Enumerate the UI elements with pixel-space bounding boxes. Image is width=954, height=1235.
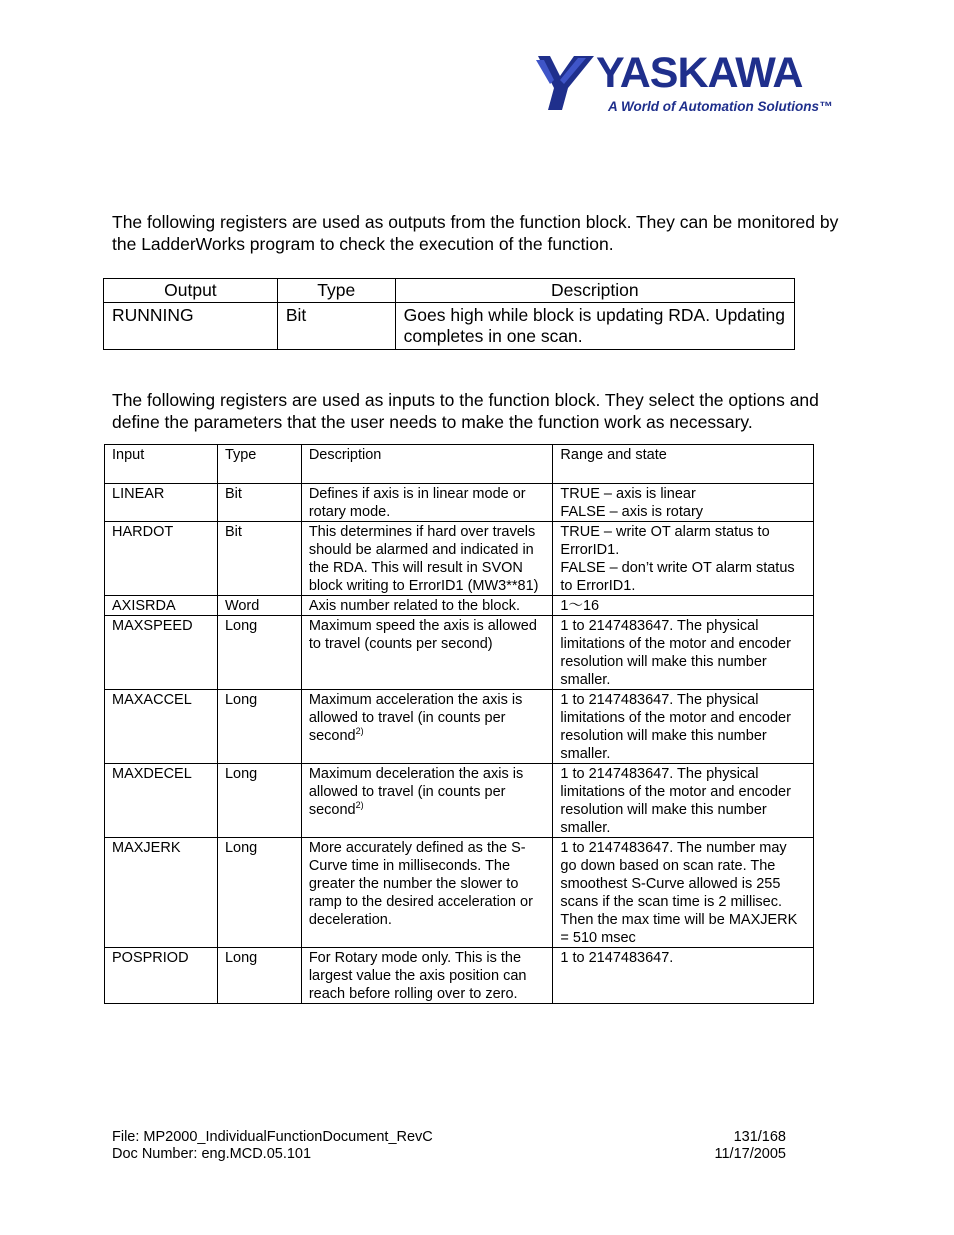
input-type-cell: Bit [217,522,301,596]
input-type-cell: Long [217,764,301,838]
range-line: 1 to 2147483647. [560,950,674,966]
input-description-cell: Defines if axis is in linear mode or rotary mode. [301,484,553,522]
input-name-cell: MAXACCEL [105,690,218,764]
range-line: TRUE – axis is linear [560,486,696,502]
footer-row [112,1129,786,1146]
table-row [105,596,814,616]
footer-date: 11/17/2005 [714,1146,786,1162]
output-type-cell: Bit [277,302,395,349]
page-footer [112,1129,786,1163]
input-range-cell [553,948,814,1004]
table-row [105,690,814,764]
input-name-cell: AXISRDA [105,596,218,616]
outputs-intro-paragraph: The following registers are used as outputs from the function block. They can be monitored by the LadderWorks program to check the execution of the function. [112,212,839,254]
range-line: FALSE – don’t write OT alarm status to ErrorID1. [560,560,795,594]
superscript: 2) [355,800,364,811]
range-line: 1 to 2147483647. The physical limitations of the motor and encoder resolution will make this number smaller. [560,766,791,836]
input-range-cell [553,616,814,690]
input-description-cell: More accurately defined as the S-Curve time in milliseconds. The greater the number the slower to ramp to the desired acceleration or deceleration. [301,838,553,948]
input-name-cell: MAXJERK [105,838,218,948]
input-type-cell: Word [217,596,301,616]
header-cell: Description [395,279,794,303]
input-type-cell: Long [217,690,301,764]
inputs-intro-paragraph: The following registers are used as inputs to the function block. They select the options and define the parameters that the user needs to make the function work as necessary. [112,390,819,432]
header-cell: Output [104,279,278,303]
outputs-table-header [104,279,795,303]
input-description-cell: This determines if hard over travels should be alarmed and indicated in the RDA. This will result in SVON block writing to ErrorID1 (MW3**81) [301,522,553,596]
input-type-cell: Long [217,948,301,1004]
range-line: 1 to 2147483647. The number may go down based on scan rate. The smoothest S-Curve allowed is 255 scans if the scan time is 2 millisec. Then the max time will be MAXJERK = 510 msec [560,840,798,946]
inputs-table-header [105,445,814,484]
input-description-cell [301,764,553,838]
footer-row [112,1146,786,1163]
header-cell: Type [277,279,395,303]
input-name-cell: LINEAR [105,484,218,522]
input-name-cell: POSPRIOD [105,948,218,1004]
description-text: Maximum deceleration the axis is allowed to travel (in counts per second [308,766,524,818]
input-name-cell: HARDOT [105,522,218,596]
input-range-cell [553,838,814,948]
footer-page-number: 131/168 [733,1129,786,1145]
output-name-cell: RUNNING [104,302,278,349]
inputs-table [104,444,814,1004]
yaskawa-logo [534,49,834,122]
input-type-cell: Long [217,616,301,690]
header-cell: Range and state [553,445,814,484]
input-name-cell: MAXDECEL [105,764,218,838]
input-range-cell [553,690,814,764]
footer-doc-number: Doc Number: eng.MCD.05.101 [112,1146,312,1162]
header-cell: Input [105,445,218,484]
input-name-cell: MAXSPEED [105,616,218,690]
input-range-cell [553,522,814,596]
range-line: TRUE – write OT alarm status to ErrorID1. [560,524,770,558]
table-row [104,302,795,349]
table-row [105,764,814,838]
table-row [105,522,814,596]
header-cell: Description [301,445,553,484]
table-row [105,948,814,1004]
input-range-cell [553,764,814,838]
logo-tagline: A World of Automation Solutions™ [608,99,833,114]
table-row [105,616,814,690]
input-description-cell [301,690,553,764]
output-description-cell: Goes high while block is updating RDA. Updating completes in one scan. [395,302,794,349]
table-row [105,838,814,948]
input-range-cell [553,484,814,522]
range-line: FALSE – axis is rotary [560,504,704,520]
input-type-cell: Bit [217,484,301,522]
yaskawa-logo-mark-icon [534,54,596,112]
footer-file: File: MP2000_IndividualFunctionDocument_RevC [112,1129,433,1145]
superscript: 2) [355,726,364,737]
range-line: 1～16 [560,598,600,614]
input-description-cell: For Rotary mode only. This is the largest value the axis position can reach before rolling over to zero. [301,948,553,1004]
input-description-cell: Maximum speed the axis is allowed to travel (counts per second) [301,616,553,690]
input-type-cell: Long [217,838,301,948]
range-line: 1 to 2147483647. The physical limitations of the motor and encoder resolution will make this number smaller. [560,692,791,762]
description-text: Maximum acceleration the axis is allowed to travel (in counts per second [308,692,523,744]
logo-brand-text: YASKAWA [596,49,803,97]
header-cell: Type [217,445,301,484]
range-line: 1 to 2147483647. The physical limitations of the motor and encoder resolution will make this number smaller. [560,618,791,688]
table-row [105,484,814,522]
outputs-table [103,278,795,350]
input-description-cell: Axis number related to the block. [301,596,553,616]
input-range-cell [553,596,814,616]
